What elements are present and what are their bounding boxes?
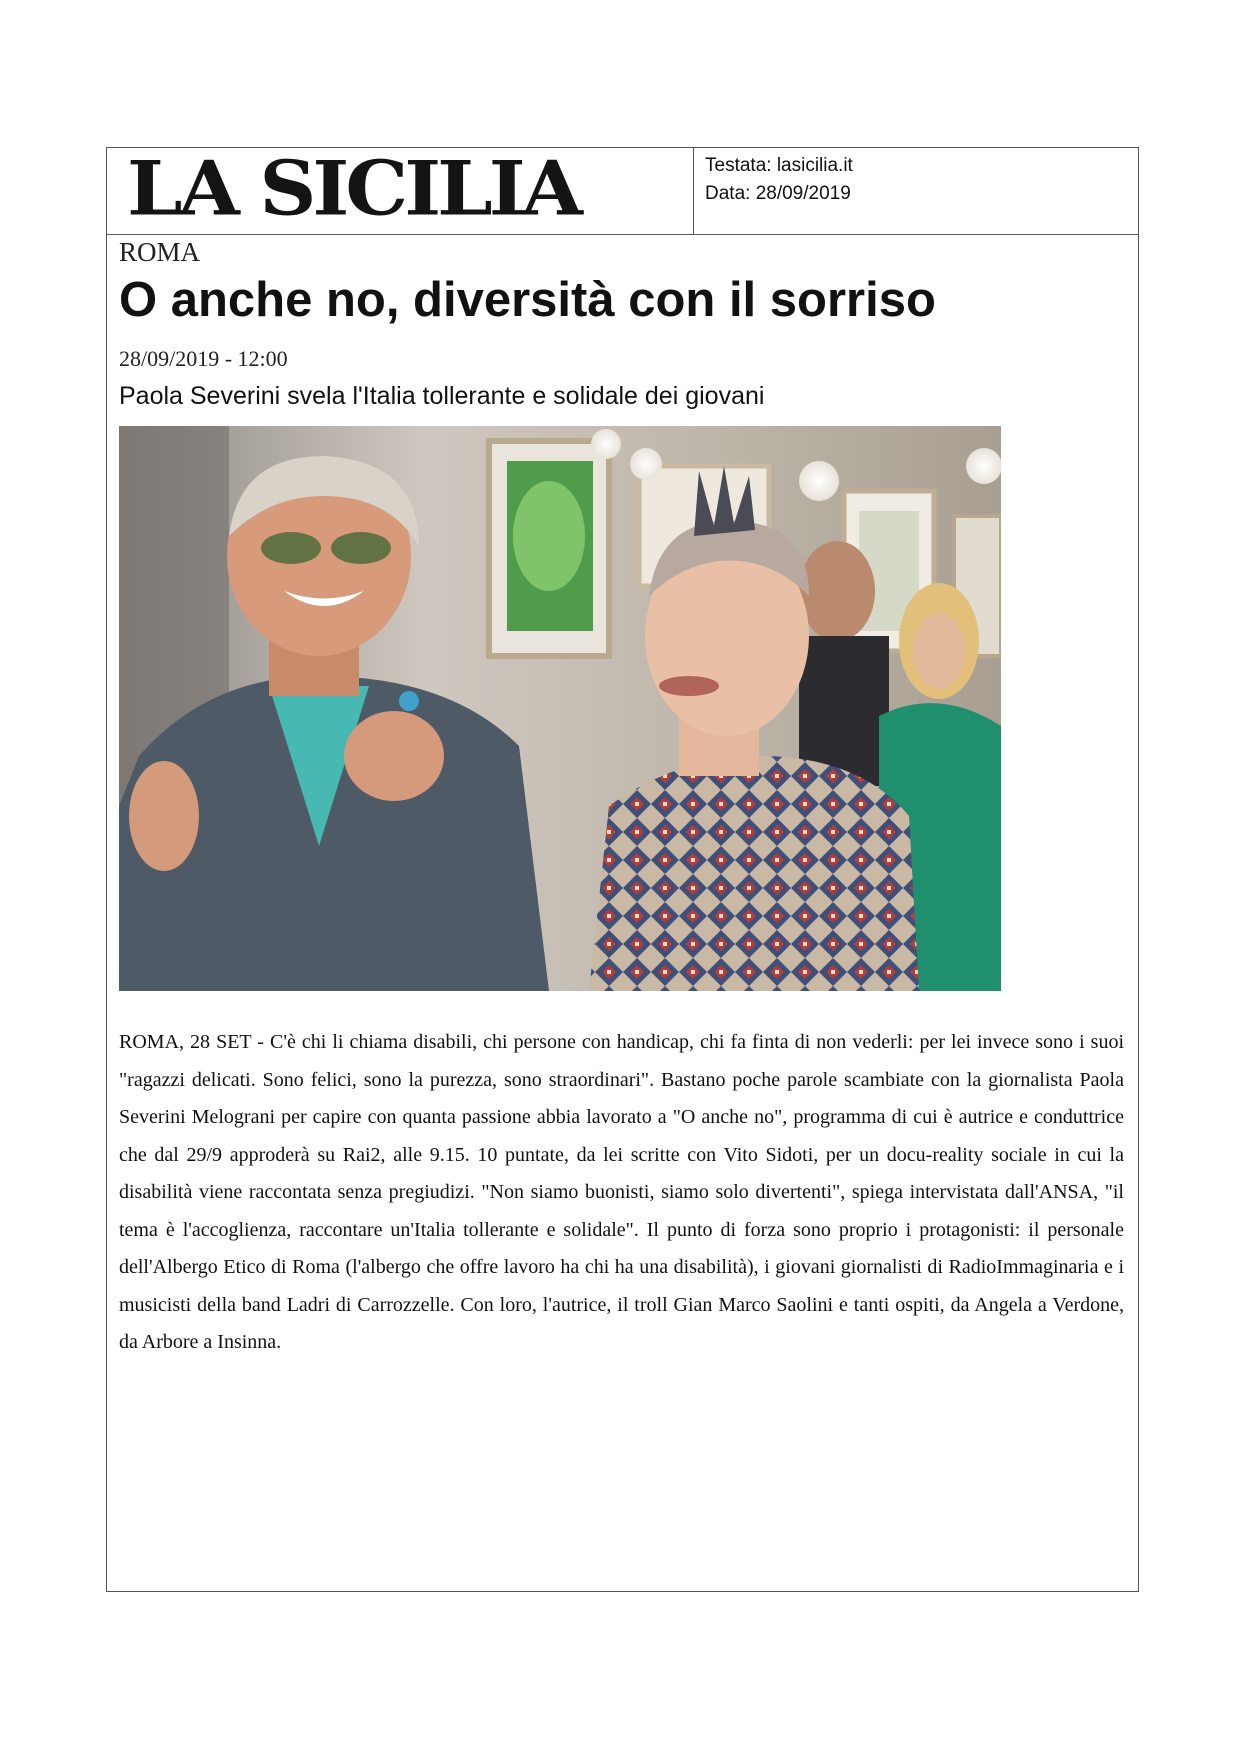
data-label: Data: 28/09/2019 (705, 183, 851, 204)
article-subtitle: Paola Severini svela l'Italia tollerante e solidale dei giovani (119, 382, 765, 410)
testata-label: Testata: lasicilia.it (705, 155, 853, 176)
article-date: 28/09/2019 - 12:00 (119, 346, 288, 371)
source-meta (705, 152, 853, 208)
logo-cell (107, 144, 694, 234)
clipping-header (107, 144, 1138, 235)
article-title: O anche no, diversità con il sorriso (119, 273, 936, 327)
newspaper-logo: LA SICILIA (127, 144, 579, 233)
clipping-frame (106, 144, 1139, 1592)
article-section: ROMA (119, 237, 201, 267)
article-photo (119, 426, 1001, 991)
article-body: ROMA, 28 SET - C'è chi li chiama disabili, chi persone con handicap, chi fa finta di non vederli: per lei invece sono i suoi "ragazzi delicati. Sono felici, sono la purezza, sono straordinari". Bastano poche parole scambiate con la giornalista Paola Severini Melograni per capire con quanta passione abbia lavorato a "O anche no", programma di cui è autrice e conduttrice che dal 29/9 approderà su Rai2, alle 9.15. 10 puntate, da lei scritte con Vito Sidoti, per un docu-reality sociale in cui la disabilità viene raccontata senza pregiudizi. "Non siamo buonisti, siamo solo divertenti", spiega intervistata dall'ANSA, "il tema è l'accoglienza, raccontare un'Italia tollerante e solidale". Il punto di forza sono proprio i protagonisti: il personale dell'Albergo Etico di Roma (l'albergo che offre lavoro ha chi ha una disabilità), i giovani giornalisti di RadioImmaginaria e i musicisti della band Ladri di Carrozzelle. Con loro, l'autrice, il troll Gian Marco Saolini e tanti ospiti, da Angela a Verdone, da Arbore a Insinna. (119, 1031, 1124, 1353)
